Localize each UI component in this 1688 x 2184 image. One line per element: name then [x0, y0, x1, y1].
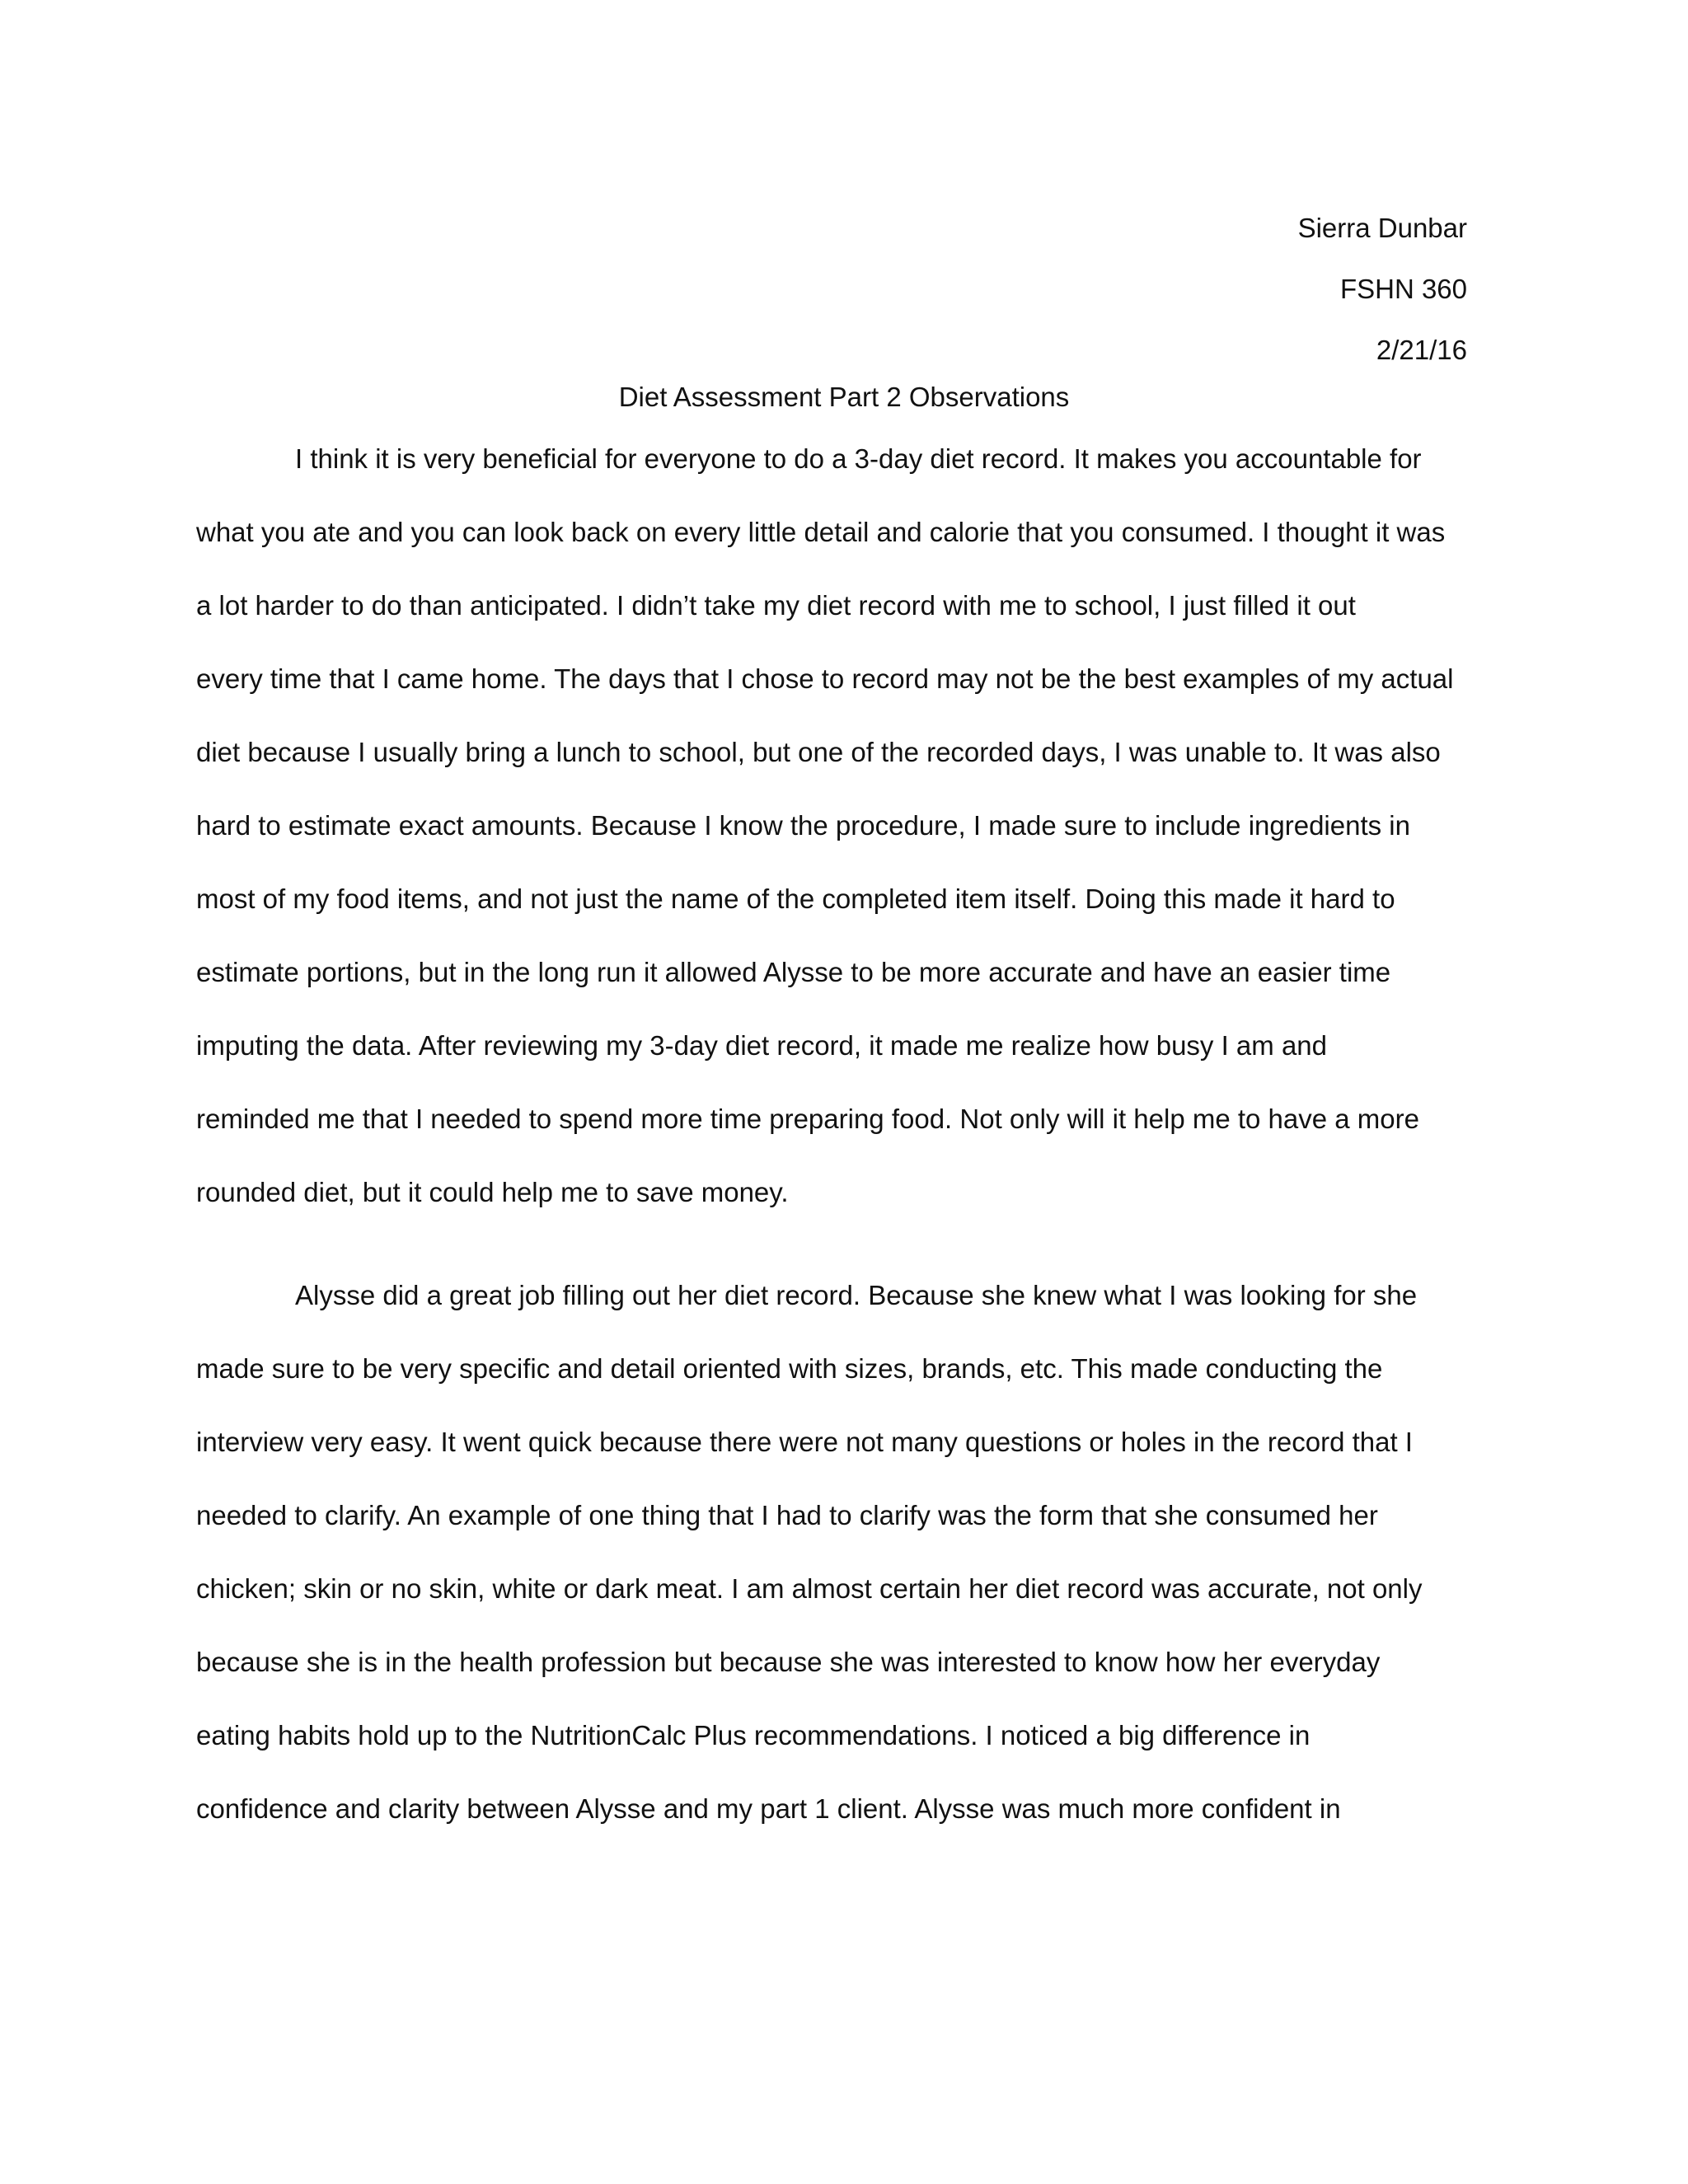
paragraph-line: chicken; skin or no skin, white or dark meat. I am almost certain her diet record was accurate, not only [196, 1573, 1423, 1604]
author-name: Sierra Dunbar [1297, 213, 1467, 243]
paragraph-line: diet because I usually bring a lunch to school, but one of the recorded days, I was unable to. It was also [196, 737, 1441, 767]
document-header [1298, 198, 1467, 381]
document-title: Diet Assessment Part 2 Observations [618, 382, 1070, 412]
document-date: 2/21/16 [1376, 335, 1467, 365]
paragraph-line: needed to clarify. An example of one thing that I had to clarify was the form that she consumed her [196, 1500, 1378, 1530]
paragraph-line: rounded diet, but it could help me to save money. [196, 1177, 789, 1207]
course-code: FSHN 360 [1339, 274, 1467, 304]
paragraph-line: because she is in the health profession but because she was interested to know how her everyday [196, 1647, 1381, 1677]
paragraph-line: reminded me that I needed to spend more time preparing food. Not only will it help me to have a more [196, 1104, 1419, 1134]
paragraph-2 [196, 1258, 1482, 1845]
paragraph-line: I think it is very beneficial for everyone to do a 3-day diet record. It makes you accountable for [295, 443, 1422, 474]
paragraph-line: Alysse did a great job filling out her diet record. Because she knew what I was looking for she [295, 1280, 1418, 1310]
paragraph-line: confidence and clarity between Alysse and my part 1 client. Alysse was much more confident in [196, 1793, 1341, 1824]
paragraph-line: made sure to be very specific and detail oriented with sizes, brands, etc. This made conducting the [196, 1353, 1383, 1384]
paragraph-line: a lot harder to do than anticipated. I didn’t take my diet record with me to school, I just filled it out [196, 590, 1356, 621]
paragraph-line: most of my food items, and not just the name of the completed item itself. Doing this made it hard to [196, 883, 1395, 914]
paragraph-1 [196, 422, 1482, 1229]
paragraph-line: hard to estimate exact amounts. Because I know the procedure, I made sure to include ingredients in [196, 810, 1410, 841]
paragraph-line: imputing the data. After reviewing my 3-day diet record, it made me realize how busy I am and [196, 1030, 1327, 1061]
paragraph-line: every time that I came home. The days that I chose to record may not be the best examples of my actual [196, 663, 1454, 694]
paragraph-line: interview very easy. It went quick because there were not many questions or holes in the record that I [196, 1427, 1413, 1457]
paragraph-line: eating habits hold up to the NutritionCalc Plus recommendations. I noticed a big difference in [196, 1720, 1311, 1750]
paragraph-line: what you ate and you can look back on every little detail and calorie that you consumed. I thought it was [196, 517, 1446, 547]
paragraph-line: estimate portions, but in the long run it allowed Alysse to be more accurate and have an easier time [196, 957, 1391, 987]
